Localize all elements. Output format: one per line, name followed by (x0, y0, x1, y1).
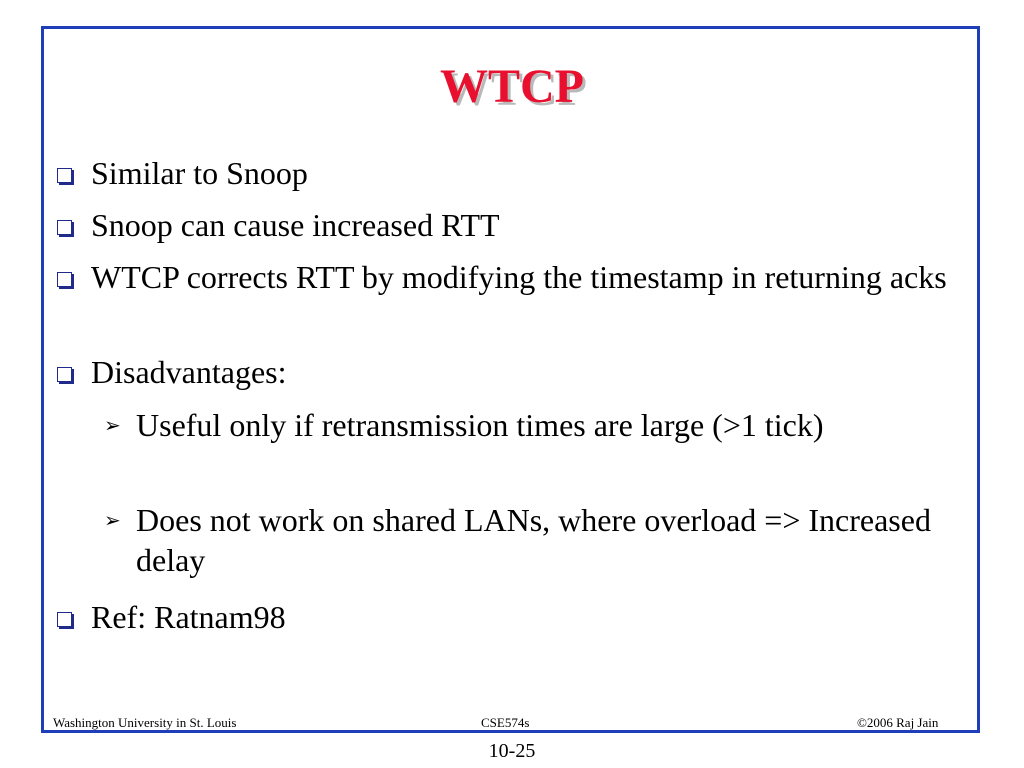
bullet-text: Ref: Ratnam98 (91, 599, 286, 635)
footer-course: CSE574s (481, 715, 530, 730)
bullet-text: Disadvantages: (91, 354, 287, 390)
bullet-item (91, 597, 971, 637)
bullet-item (91, 205, 971, 245)
square-bullet-icon (57, 612, 72, 627)
bullet-text: WTCP corrects RTT by modifying the timestamp in returning acks (91, 259, 947, 295)
bullet-item (91, 257, 971, 297)
bullet-text: Snoop can cause increased RTT (91, 207, 500, 243)
square-bullet-icon (57, 168, 72, 183)
square-bullet-icon (57, 367, 72, 382)
footer-institution: Washington University in St. Louis (53, 715, 237, 730)
arrowhead-bullet-icon: ➢ (104, 508, 121, 532)
page-number: 10-25 (488, 740, 536, 762)
bullet-item (91, 352, 971, 392)
square-bullet-icon (57, 272, 72, 287)
slide-title: WTCP (440, 60, 584, 113)
bullet-text: Similar to Snoop (91, 155, 308, 191)
bullet-text: Useful only if retransmission times are large (>1 tick) (136, 407, 824, 443)
bullet-text: Does not work on shared LANs, where overload => Increased delay (136, 502, 931, 578)
square-bullet-icon (57, 220, 72, 235)
sub-bullet-item (104, 405, 976, 445)
footer-copyright: ©2006 Raj Jain (857, 715, 939, 730)
arrowhead-bullet-icon: ➢ (104, 413, 121, 437)
sub-bullet-item (104, 500, 976, 580)
bullet-item (91, 153, 971, 193)
